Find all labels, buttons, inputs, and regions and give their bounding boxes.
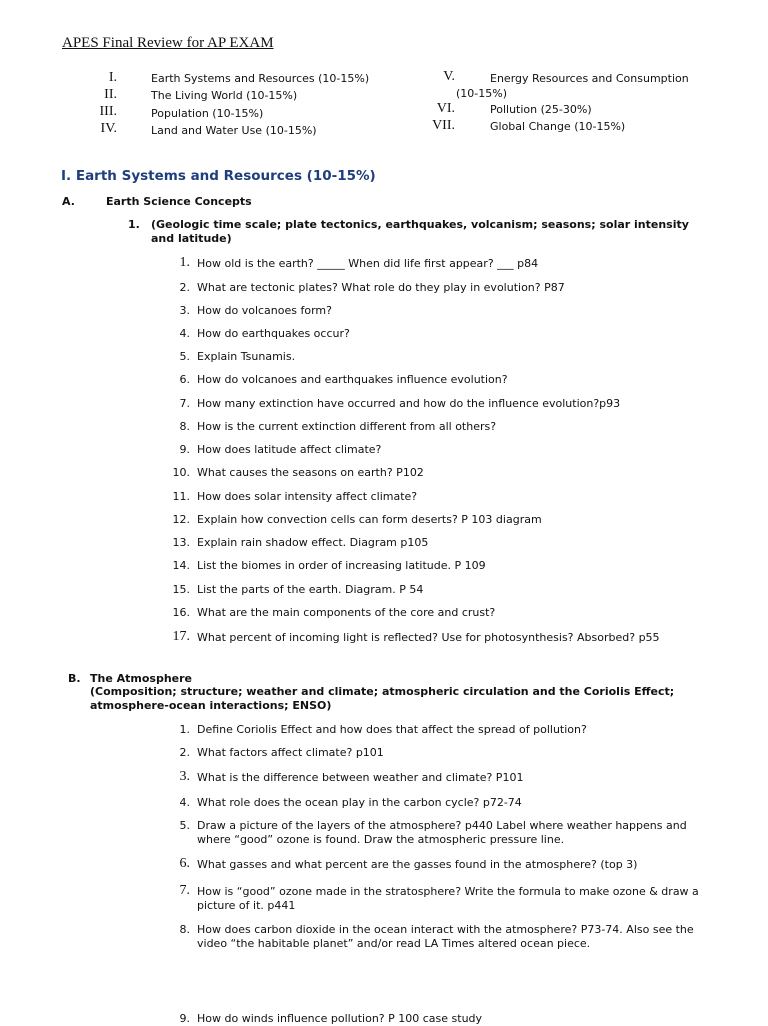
question-number: 12. <box>172 513 190 526</box>
question-text: Draw a picture of the layers of the atmosphere? p440 Label where weather happens and where “good” ozone is found. Draw the atmospheric pressure line. <box>197 819 687 846</box>
question-number: 1. <box>179 255 190 270</box>
question-text: What are the main components of the core and crust? <box>197 606 496 619</box>
question-text: How do winds influence pollution? P 100 case study <box>197 1012 483 1025</box>
question-text: Explain how convection cells can form deserts? P 103 diagram <box>197 513 542 526</box>
toc-item-label: Pollution (25-30%) <box>490 103 592 116</box>
question-text: What factors affect climate? p101 <box>197 746 384 759</box>
question-text: How does latitude affect climate? <box>197 443 382 456</box>
subsection-letter: B. <box>68 672 81 685</box>
toc-item-label: Land and Water Use (10-15%) <box>151 124 317 137</box>
toc-numeral: II. <box>104 87 117 102</box>
question-text: Explain Tsunamis. <box>197 350 296 363</box>
subsection-item-number: 1. <box>128 218 140 231</box>
question-text: What percent of incoming light is reflected? Use for photosynthesis? Absorbed? p55 <box>197 631 660 644</box>
question-number: 15. <box>172 583 190 596</box>
subsection-title: The Atmosphere <box>90 672 193 685</box>
toc-item-label: Global Change (10-15%) <box>490 120 626 133</box>
question-number: 13. <box>172 536 190 549</box>
question-number: 10. <box>172 466 190 479</box>
question-number: 9. <box>179 1012 190 1025</box>
subsection-item-description: (Geologic time scale; plate tectonics, earthquakes, volcanism; seasons; solar intensity and latitude) <box>151 218 689 245</box>
question-text: What gasses and what percent are the gasses found in the atmosphere? (top 3) <box>197 858 638 871</box>
question-number: 11. <box>172 490 190 503</box>
toc-numeral: III. <box>99 104 117 119</box>
question-text: How is the current extinction different from all others? <box>197 420 497 433</box>
question-number: 4. <box>179 796 190 809</box>
toc-item-label: Population (10-15%) <box>151 107 264 120</box>
question-text: List the biomes in order of increasing latitude. P 109 <box>197 559 486 572</box>
question-number: 16. <box>172 606 190 619</box>
question-text: What role does the ocean play in the carbon cycle? p72-74 <box>197 796 522 809</box>
question-number: 8. <box>179 923 190 936</box>
question-number: 7. <box>179 883 190 898</box>
question-text: What causes the seasons on earth? P102 <box>197 466 424 479</box>
question-text: What is the difference between weather and climate? P101 <box>197 771 524 784</box>
question-text: List the parts of the earth. Diagram. P 54 <box>197 583 424 596</box>
question-number: 3. <box>179 304 190 317</box>
question-text: How do volcanoes form? <box>197 304 332 317</box>
toc-numeral: IV. <box>100 121 117 136</box>
question-text: How old is the earth? _____ When did life first appear? ___ p84 <box>197 257 539 270</box>
subsection-title: Earth Science Concepts <box>106 195 252 208</box>
question-text: Define Coriolis Effect and how does that affect the spread of pollution? <box>197 723 587 736</box>
question-text: Explain rain shadow effect. Diagram p105 <box>197 536 429 549</box>
question-number: 9. <box>179 443 190 456</box>
question-text: How does carbon dioxide in the ocean interact with the atmosphere? P73-74. Also see the video “the habitable planet” and/or read LA Times altered ocean piece. <box>197 923 694 950</box>
question-number: 1. <box>179 723 190 736</box>
question-number: 2. <box>179 281 190 294</box>
question-number: 6. <box>179 373 190 386</box>
toc-item-label: Energy Resources and Consumption <box>490 72 689 85</box>
question-number: 3. <box>179 769 190 784</box>
question-number: 6. <box>179 856 190 871</box>
question-number: 2. <box>179 746 190 759</box>
toc-item-label-continued: (10-15%) <box>456 87 507 100</box>
question-number: 17. <box>172 629 190 644</box>
question-text: How is “good” ozone made in the stratosphere? Write the formula to make ozone & draw a picture of it. p441 <box>197 885 699 912</box>
toc-numeral: VI. <box>436 101 455 116</box>
question-text: How do volcanoes and earthquakes influence evolution? <box>197 373 508 386</box>
question-text: How does solar intensity affect climate? <box>197 490 418 503</box>
toc-numeral: VII. <box>432 118 455 133</box>
question-text: How many extinction have occurred and how do the influence evolution?p93 <box>197 397 621 410</box>
section-heading: I. Earth Systems and Resources (10-15%) <box>61 168 376 184</box>
toc-item-label: The Living World (10-15%) <box>151 89 298 102</box>
question-text: What are tectonic plates? What role do they play in evolution? P87 <box>197 281 565 294</box>
subsection-letter: A. <box>62 195 75 208</box>
question-number: 7. <box>179 397 190 410</box>
question-number: 14. <box>172 559 190 572</box>
question-number: 5. <box>179 350 190 363</box>
subsection-description: (Composition; structure; weather and climate; atmospheric circulation and the Coriolis Effect; atmosphere-ocean interactions; ENSO) <box>90 685 675 712</box>
question-number: 5. <box>179 819 190 832</box>
toc-numeral: I. <box>108 70 117 85</box>
toc-item-label: Earth Systems and Resources (10-15%) <box>151 72 370 85</box>
question-number: 4. <box>179 327 190 340</box>
question-text: How do earthquakes occur? <box>197 327 350 340</box>
toc-numeral: V. <box>443 69 455 84</box>
document-title: APES Final Review for AP EXAM <box>62 35 274 51</box>
question-number: 8. <box>179 420 190 433</box>
